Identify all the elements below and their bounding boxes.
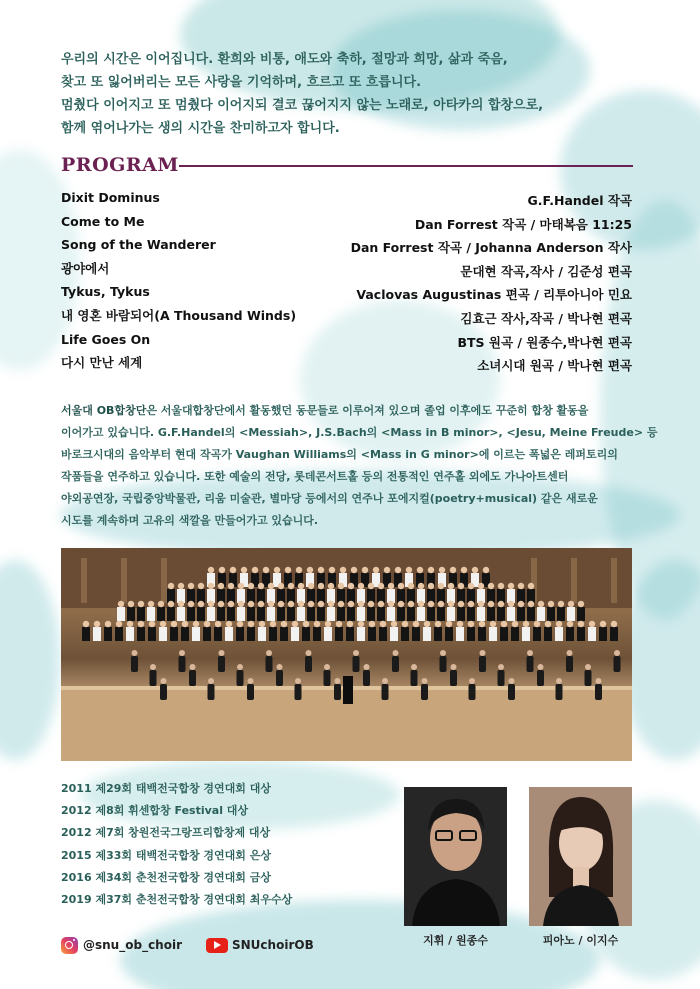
- bio-line: [61, 400, 636, 422]
- bio-line: 바로크시대의 음악부터 현대 작곡가 Vaughan Williams의 <Mass in G minor>에 이르는 폭넓은 레퍼토리의: [61, 448, 618, 461]
- intro-text: [61, 48, 661, 140]
- program-item-title: Dixit Dominus: [61, 190, 160, 205]
- bio-line: 시도를 계속하며 고유의 색깔을 만들어가고 있습니다.: [61, 514, 319, 527]
- intro-line: 우리의 시간은 이어집니다. 환희와 비통, 애도와 축하, 절망과 희망, 삶과 죽음,: [61, 52, 508, 67]
- program-divider: [179, 165, 633, 167]
- awards-list: [61, 781, 292, 914]
- program-item-credit: Dan Forrest 작곡 / Johanna Anderson 작사: [350, 240, 632, 256]
- bio-line: 야외공연장, 국립중앙박물관, 리움 미술관, 별마당 등에서의 연주나 포에지컬(poetry+musical) 같은 새로운: [61, 492, 598, 505]
- program-item-title: 다시 만난 세계: [61, 355, 143, 371]
- pianist-caption: 피아노 / 이지수: [542, 934, 619, 947]
- conductor-portrait: [404, 787, 507, 926]
- program-credits: [351, 193, 632, 382]
- bio-line: 작품들을 연주하고 있습니다. 또한 예술의 전당, 롯데콘서트홀 등의 전통적인 연주홀 외에도 가나아트센터: [61, 470, 569, 483]
- social-links: [61, 934, 314, 956]
- program-header: [61, 152, 633, 182]
- youtube-handle[interactable]: SNUchoirOB: [232, 938, 314, 952]
- program-item-title: 광야에서: [61, 260, 110, 276]
- program-item-credit: 문대현 작곡,작사 / 김준성 편곡: [460, 263, 632, 279]
- program-item-credit: 소녀시대 원곡 / 박나현 편곡: [477, 358, 632, 374]
- award-item: 2016 제34회 춘천전국합창 경연대회 금상: [61, 870, 272, 884]
- bio-line: 이어가고 있습니다. G.F.Handel의 <Messiah>, J.S.Bach의 <Mass in B minor>, <Jesu, Meine Freude> 등: [61, 426, 658, 439]
- intro-line: 찾고 또 잃어버리는 모든 사랑을 기억하며, 흐르고 또 흐릅니다.: [61, 75, 422, 90]
- program-titles: [61, 190, 296, 379]
- choir-bio: [61, 400, 658, 532]
- bio-line-text: 은 서울대합창단에서 활동했던 동문들로 이루어져 있으며 졸업 이후에도 꾸준히 합창 활동을: [146, 404, 589, 417]
- pianist-portrait: [529, 787, 632, 926]
- program-item-credit: BTS 원곡 / 원종수,박나현 편곡: [457, 334, 632, 350]
- instagram-handle[interactable]: @snu_ob_choir: [83, 938, 182, 952]
- award-item: 2019 제37회 춘천전국합창 경연대회 최우수상: [61, 892, 293, 906]
- award-item: 2015 제33회 태백전국합창 경연대회 은상: [61, 848, 272, 862]
- conductor-portrait-illustration: [404, 787, 507, 926]
- pianist-portrait-illustration: [529, 787, 632, 926]
- instagram-icon[interactable]: [61, 937, 78, 954]
- choir-photo-illustration: [61, 548, 632, 761]
- conductor-caption: 지휘 / 원종수: [423, 934, 488, 947]
- bio-choir-name: 서울대 OB합창단: [61, 404, 147, 417]
- award-item: 2011 제29회 태백전국합창 경연대회 대상: [61, 782, 272, 795]
- award-item: 2012 제8회 휘센합창 Festival 대상: [61, 804, 249, 818]
- program-item-title: Life Goes On: [61, 331, 151, 347]
- program-item-title: Come to Me: [61, 213, 145, 229]
- program-heading: PROGRAM: [61, 154, 179, 176]
- program-item-title: 내 영혼 바람되어(A Thousand Winds): [61, 307, 297, 323]
- choir-concert-photo: [61, 548, 632, 761]
- program-item-credit: 김효근 작사,작곡 / 박나현 편곡: [460, 310, 632, 326]
- program-item-title: Song of the Wanderer: [61, 237, 216, 253]
- program-item-title: Tykus, Tykus: [61, 284, 150, 300]
- intro-line: 멈췄다 이어지고 또 멈췄다 이어지되 결코 끊어지지 않는 노래로, 아타카의 합창으로,: [61, 98, 544, 113]
- youtube-icon[interactable]: [206, 938, 228, 953]
- award-item: 2012 제7회 창원전국그랑프리합창제 대상: [61, 826, 271, 840]
- program-item-credit: G.F.Handel 작곡: [527, 193, 632, 208]
- program-item-credit: Vaclovas Augustinas 편곡 / 리투아니아 민요: [356, 287, 632, 303]
- program-item-credit: Dan Forrest 작곡 / 마태복음 11:25: [414, 216, 632, 232]
- intro-line: 함께 엮어나가는 생의 시간을 찬미하고자 합니다.: [61, 121, 340, 136]
